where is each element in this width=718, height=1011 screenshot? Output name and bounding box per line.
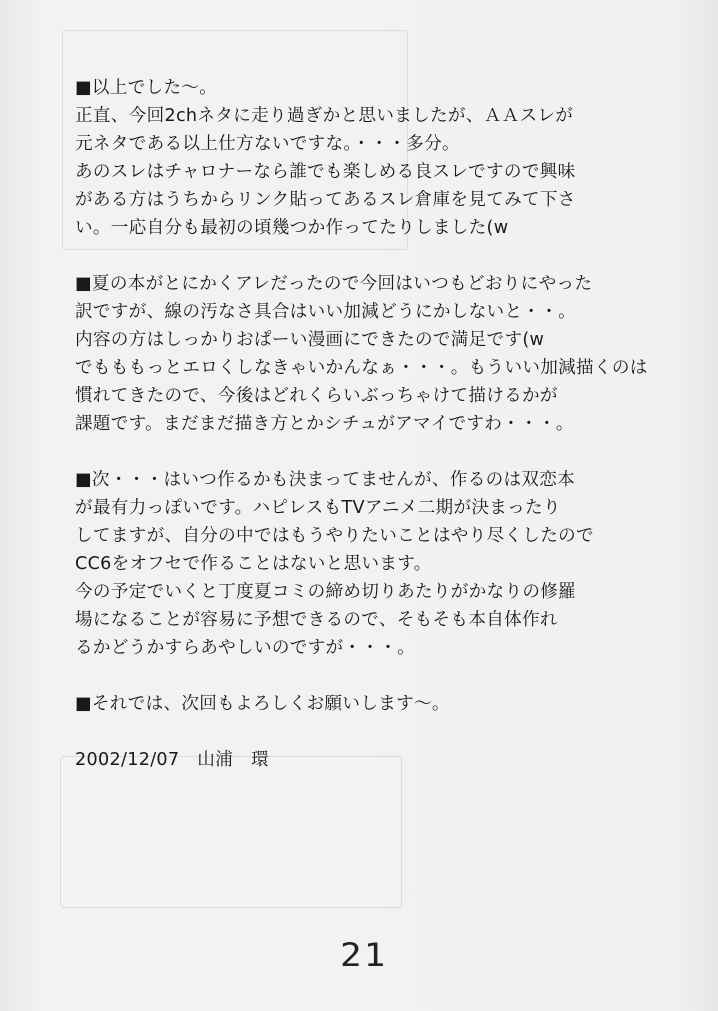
bleed-through-frame — [60, 756, 402, 908]
text-line: ■次・・・はいつ作るかも決まってませんが、作るのは双恋本 — [75, 470, 576, 490]
text-line: CC6をオフセで作ることはないと思います。 — [75, 554, 432, 574]
text-line: 正直、今回2chネタに走り過ぎかと思いましたが、ＡＡスレが — [75, 106, 574, 126]
text-line: が最有力っぽいです。ハピレスもTVアニメ二期が決まったり — [75, 498, 561, 518]
text-line: あのスレはチャロナーなら誰でも楽しめる良スレですので興味 — [75, 162, 576, 182]
text-line: ■以上でした～。 — [75, 78, 218, 98]
signature-date: 2002/12/07 山浦 環 — [75, 750, 269, 770]
afterword-text — [75, 74, 648, 774]
text-line: ■夏の本がとにかくアレだったので今回はいつもどおりにやった — [75, 274, 593, 294]
page-number: 21 — [340, 937, 388, 974]
text-line: がある方はうちからリンク貼ってあるスレ倉庫を見てみて下さ — [75, 190, 576, 210]
paragraph-3 — [75, 466, 615, 662]
text-line: ■それでは、次回もよろしくお願いします～。 — [75, 694, 450, 714]
paragraph-4 — [75, 690, 615, 718]
text-line: 慣れてきたので、今後はどれくらいぶっちゃけて描けるかが — [75, 386, 558, 406]
text-line: でもももっとエロくしなきゃいかんなぁ・・・。もういい加減描くのは — [75, 358, 648, 378]
text-line: 訳ですが、線の汚なさ具合はいい加減どうにかしないと・・。 — [75, 302, 577, 322]
text-line: してますが、自分の中ではもうやりたいことはやり尽くしたので — [75, 526, 594, 546]
text-line: 内容の方はしっかりおぱーい漫画にできたので満足です(w — [75, 330, 545, 350]
text-line: 今の予定でいくと丁度夏コミの締め切りあたりがかなりの修羅 — [75, 582, 577, 602]
paragraph-1 — [75, 74, 615, 242]
text-line: るかどうかすらあやしいのですが・・・。 — [75, 638, 415, 658]
text-line: 課題です。まだまだ描き方とかシチュがアマイですわ・・・。 — [75, 414, 574, 434]
text-line: 元ネタである以上仕方ないですな。・・・多分。 — [75, 134, 460, 154]
paragraph-2 — [75, 270, 648, 438]
text-line: い。一応自分も最初の頃幾つか作ってたりしました(w — [75, 218, 509, 238]
text-line: 場になることが容易に予想できるので、そもそも本自体作れ — [75, 610, 558, 630]
